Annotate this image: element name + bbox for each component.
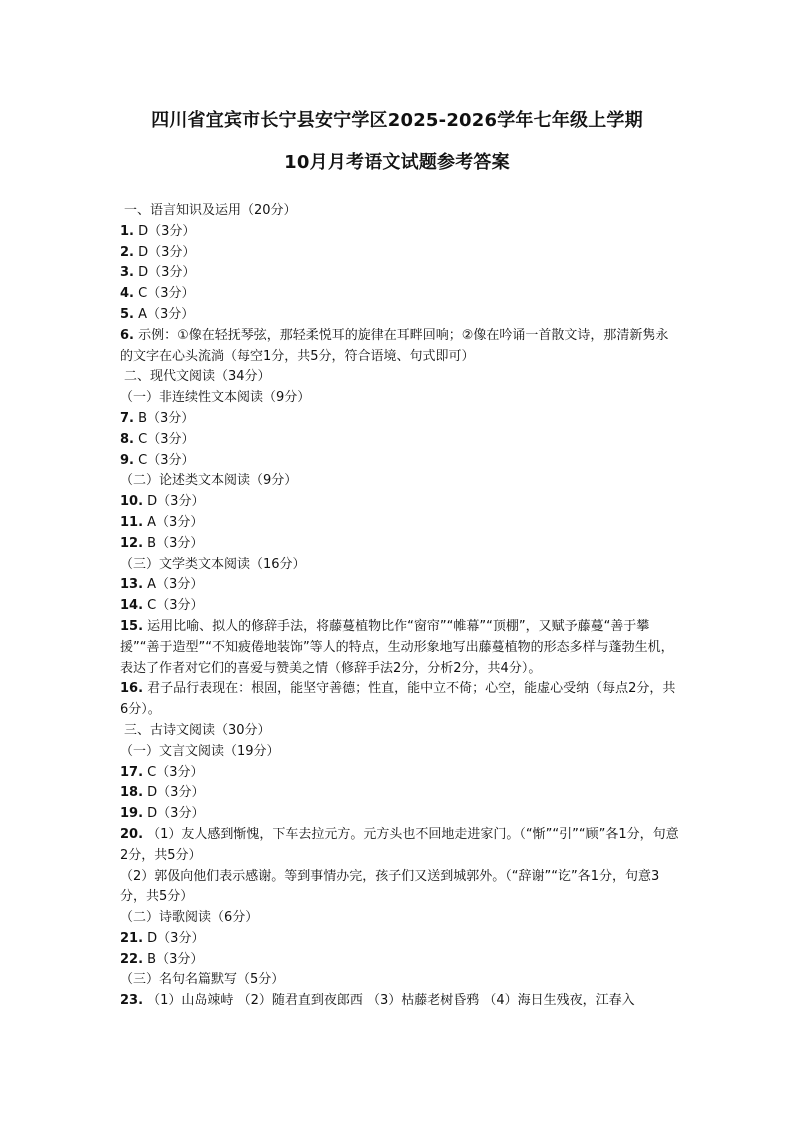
answer-text: （一）文言文阅读（19分）: [120, 743, 280, 759]
answer-text: C（3分）: [133, 452, 195, 468]
answer-text: （1）友人感到惭愧，下车去拉元方。元方头也不回地走进家门。（“惭”“引”“顾”各1分，句意2分，共5分）: [120, 826, 679, 863]
answer-number: 18.: [120, 785, 144, 801]
answer-number: 7.: [120, 410, 134, 426]
section-heading: [120, 970, 680, 991]
answer-item: [120, 513, 680, 534]
answer-number: 21.: [120, 930, 144, 946]
answer-number: 13.: [120, 577, 144, 593]
answer-item: [120, 950, 680, 971]
answer-item: [120, 222, 680, 243]
answer-item: [120, 991, 680, 1012]
answer-item: [120, 575, 680, 596]
answer-text: （1）山岛竦峙 （2）随君直到夜郎西 （3）枯藤老树昏鸦 （4）海日生残夜，江春入: [143, 993, 635, 1009]
answer-number: 6.: [120, 327, 134, 343]
document-title: 四川省宜宾市长宁县安宁学区2025-2026学年七年级上学期: [151, 110, 643, 131]
answer-item: [120, 783, 680, 804]
answer-number: 22.: [120, 951, 144, 967]
answer-text: D（3分）: [143, 930, 205, 946]
answer-text: （一）非连续性文本阅读（9分）: [120, 390, 311, 406]
answer-text: 二、现代文阅读（34分）: [124, 369, 271, 385]
answer-text: 三、古诗文阅读（30分）: [124, 722, 271, 738]
answer-text: D（3分）: [143, 806, 205, 822]
answer-number: 14.: [120, 598, 144, 614]
answer-text: （三）文学类文本阅读（16分）: [120, 556, 306, 572]
answer-number: 23.: [120, 993, 144, 1009]
answer-text: D（3分）: [143, 494, 205, 510]
answer-item: [120, 263, 680, 284]
answer-body: [120, 201, 680, 1012]
answer-text: A（3分）: [143, 577, 204, 593]
answer-number: 12.: [120, 535, 144, 551]
section-heading: [120, 555, 680, 576]
answer-number: 17.: [120, 764, 144, 780]
answer-text: D（3分）: [143, 785, 205, 801]
answer-text: （2）郭伋向他们表示感谢。等到事情办完，孩子们又送到城郭外。（“辞谢”“讫”各1分，句意3分，共5分）: [120, 868, 660, 905]
answer-item: [120, 534, 680, 555]
answer-number: 10.: [120, 494, 144, 510]
answer-number: 11.: [120, 514, 144, 530]
section-heading: [120, 471, 680, 492]
section-heading: [120, 201, 680, 222]
answer-number: 15.: [120, 618, 144, 634]
answer-item: [120, 825, 680, 867]
answer-text: 一、语言知识及运用（20分）: [124, 203, 297, 218]
answer-text: D（3分）: [133, 223, 196, 239]
answer-item: [120, 243, 680, 264]
section-heading: [120, 908, 680, 929]
answer-number: 2.: [120, 244, 134, 260]
section-heading: [120, 867, 680, 909]
answer-item: [120, 430, 680, 451]
answer-item: [120, 305, 680, 326]
answer-number: 1.: [120, 223, 134, 239]
answer-item: [120, 492, 680, 513]
answer-item: [120, 804, 680, 825]
answer-text: D（3分）: [133, 244, 196, 260]
answer-text: B（3分）: [143, 951, 204, 967]
answer-text: A（3分）: [133, 306, 195, 322]
answer-text: B（3分）: [133, 410, 195, 426]
answer-item: [120, 679, 680, 721]
answer-number: 3.: [120, 265, 134, 281]
answer-item: [120, 596, 680, 617]
answer-item: [120, 929, 680, 950]
answer-text: 示例：①像在轻抚琴弦，那轻柔悦耳的旋律在耳畔回响；②像在吟诵一首散文诗，那清新隽永的文字在心头流淌（每空1分，共5分，符合语境、句式即可）: [120, 327, 669, 364]
answer-text: C（3分）: [133, 286, 195, 302]
answer-text: （二）论述类文本阅读（9分）: [120, 473, 298, 489]
answer-item: [120, 326, 680, 368]
answer-number: 20.: [120, 826, 144, 842]
document-subtitle: 10月月考语文试题参考答案: [284, 152, 510, 173]
answer-item: [120, 763, 680, 784]
section-heading: [120, 721, 680, 742]
answer-text: 君子品行表现在：根固，能坚守善德；性直，能中立不倚；心空，能虚心受纳（每点2分，共6分）。: [120, 681, 676, 718]
answer-number: 9.: [120, 452, 134, 468]
answer-text: D（3分）: [133, 265, 196, 281]
section-heading: [120, 742, 680, 763]
answer-item: [120, 409, 680, 430]
answer-text: C（3分）: [143, 764, 204, 780]
section-heading: [120, 367, 680, 388]
section-heading: [120, 388, 680, 409]
answer-text: C（3分）: [133, 431, 195, 447]
answer-text: C（3分）: [143, 598, 204, 614]
answer-text: （二）诗歌阅读（6分）: [120, 910, 259, 926]
answer-number: 5.: [120, 306, 134, 322]
answer-item: [120, 451, 680, 472]
answer-text: 运用比喻、拟人的修辞手法，将藤蔓植物比作“窗帘”“帷幕”“顶棚”，又赋予藤蔓“善于攀援”“善于造型”“不知疲倦地装饰”等人的特点，生动形象地写出藤蔓植物的形态多样与蓬勃生机，表达了作者对它们的喜爱与赞美之情（修辞手法2分，分析2分，共4分）。: [120, 618, 674, 676]
answer-number: 8.: [120, 431, 134, 447]
answer-item: [120, 617, 680, 679]
answer-text: B（3分）: [143, 535, 204, 551]
answer-number: 19.: [120, 806, 144, 822]
answer-text: A（3分）: [143, 514, 204, 530]
answer-number: 4.: [120, 286, 134, 302]
answer-number: 16.: [120, 681, 144, 697]
answer-text: （三）名句名篇默写（5分）: [120, 972, 285, 988]
answer-item: [120, 284, 680, 305]
